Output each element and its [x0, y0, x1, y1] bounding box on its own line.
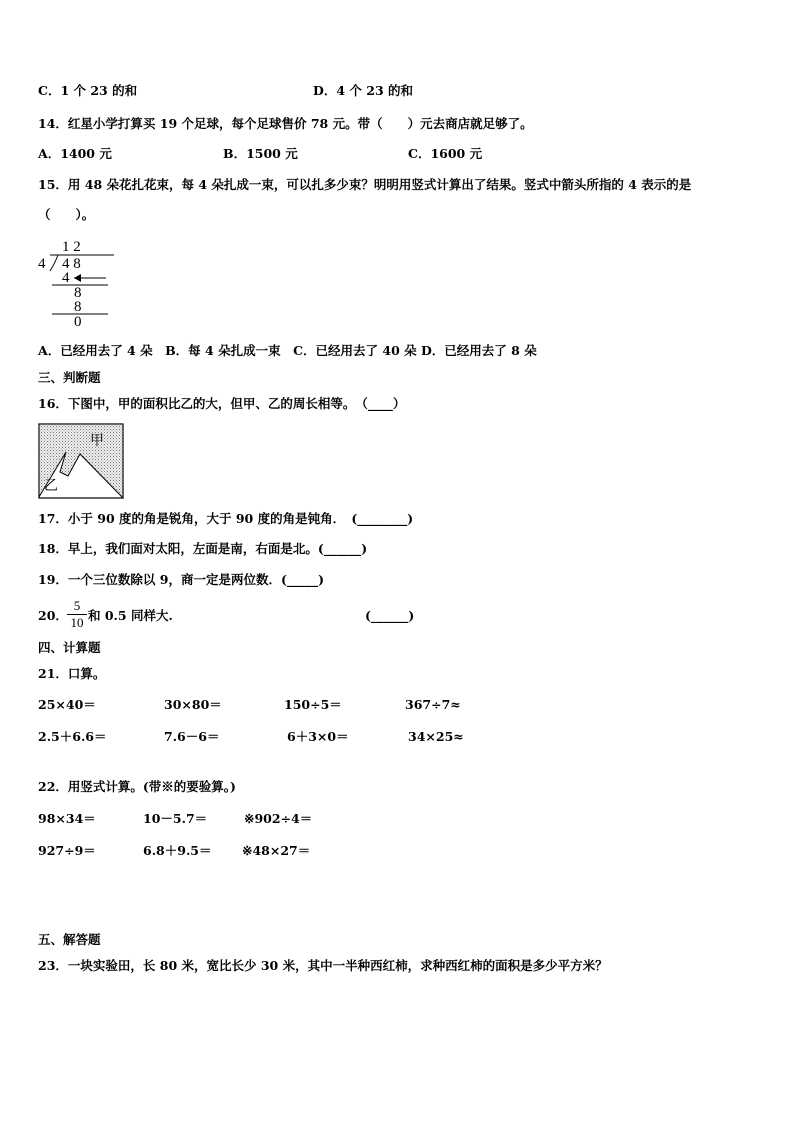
label-jia: 甲: [90, 434, 104, 449]
q20-rest: 和 0.5 同样大.: [88, 608, 173, 623]
q17-stem: 17．小于 90 度的角是锐角，大于 90 度的角是钝角． (________): [38, 511, 414, 526]
q20-number: 20．: [38, 608, 68, 623]
q14-option-a: A．1400 元: [38, 146, 112, 161]
division-partial-product-2: 8: [74, 299, 82, 315]
q20-blank: (______): [365, 608, 415, 623]
division-divisor: 4: [38, 256, 46, 272]
q20-fraction: [67, 598, 87, 631]
q22-item: 927÷9＝: [38, 843, 96, 858]
q21-title: 21．口算。: [38, 666, 106, 681]
q22-item: ※48×27＝: [242, 843, 311, 858]
q21-item: 7.6－6＝: [164, 729, 220, 744]
q18-stem: 18．早上，我们面对太阳，左面是南，右面是北。(______): [38, 541, 368, 556]
q22-title: 22．用竖式计算。(带※的要验算。): [38, 779, 236, 794]
division-dividend: 4 8: [62, 256, 81, 272]
section-5-title: 五、解答题: [38, 932, 101, 947]
division-quotient: 1 2: [62, 239, 81, 255]
division-bracket: [50, 255, 58, 271]
division-remainder-1: 8: [74, 285, 82, 301]
q22-item: 10－5.7＝: [143, 811, 208, 826]
q21-item: 25×40＝: [38, 697, 96, 712]
fraction-numerator: 5: [73, 598, 81, 613]
q14-option-c: C．1600 元: [408, 146, 483, 161]
arrow-head-icon: [74, 274, 81, 282]
q13-option-d: D．4 个 23 的和: [313, 83, 413, 98]
q14-option-b: B．1500 元: [223, 146, 298, 161]
q16-figure: [38, 423, 124, 499]
q22-item: 98×34＝: [38, 811, 96, 826]
q21-item: 30×80＝: [164, 697, 222, 712]
q22-item: 6.8＋9.5＝: [143, 843, 212, 858]
long-division-figure: [36, 236, 116, 330]
q21-item: 6＋3×0＝: [287, 729, 349, 744]
q23-stem: 23．一块实验田，长 80 米，宽比长少 30 米，其中一半种西红柿，求种西红柿的面积是多少平方米？: [38, 958, 608, 973]
q22-item: ※902÷4＝: [244, 811, 313, 826]
section-3-title: 三、判断题: [38, 370, 101, 385]
q13-option-c: C．1 个 23 的和: [38, 83, 138, 98]
q15-stem: 15．用 48 朵花扎花束，每 4 朵扎成一束，可以扎多少束？明明用竖式计算出了结果。竖式中箭头所指的 4 表示的是: [38, 177, 692, 192]
q21-item: 2.5＋6.6＝: [38, 729, 107, 744]
q21-item: 34×25≈: [408, 729, 464, 744]
division-remainder: 0: [74, 314, 82, 330]
q14-stem: 14．红星小学打算买 19 个足球，每个足球售价 78 元。带（ ）元去商店就足够了。: [38, 116, 533, 131]
q19-stem: 19．一个三位数除以 9，商一定是两位数．(_____): [38, 572, 325, 587]
label-yi: 乙: [44, 479, 58, 494]
q21-item: 367÷7≈: [405, 697, 461, 712]
q15-stem-blank: （ ）。: [38, 207, 95, 222]
q21-item: 150÷5＝: [284, 697, 342, 712]
q16-stem: 16．下图中，甲的面积比乙的大，但甲、乙的周长相等。 （____）: [38, 396, 406, 411]
division-partial-product-1: 4: [62, 270, 70, 286]
q15-options: A．已经用去了 4 朵 B．每 4 朵扎成一束 C．已经用去了 40 朵 D．已经用去了 8 朵: [38, 343, 537, 358]
fraction-denominator: 10: [70, 615, 84, 630]
section-4-title: 四、计算题: [38, 640, 101, 655]
